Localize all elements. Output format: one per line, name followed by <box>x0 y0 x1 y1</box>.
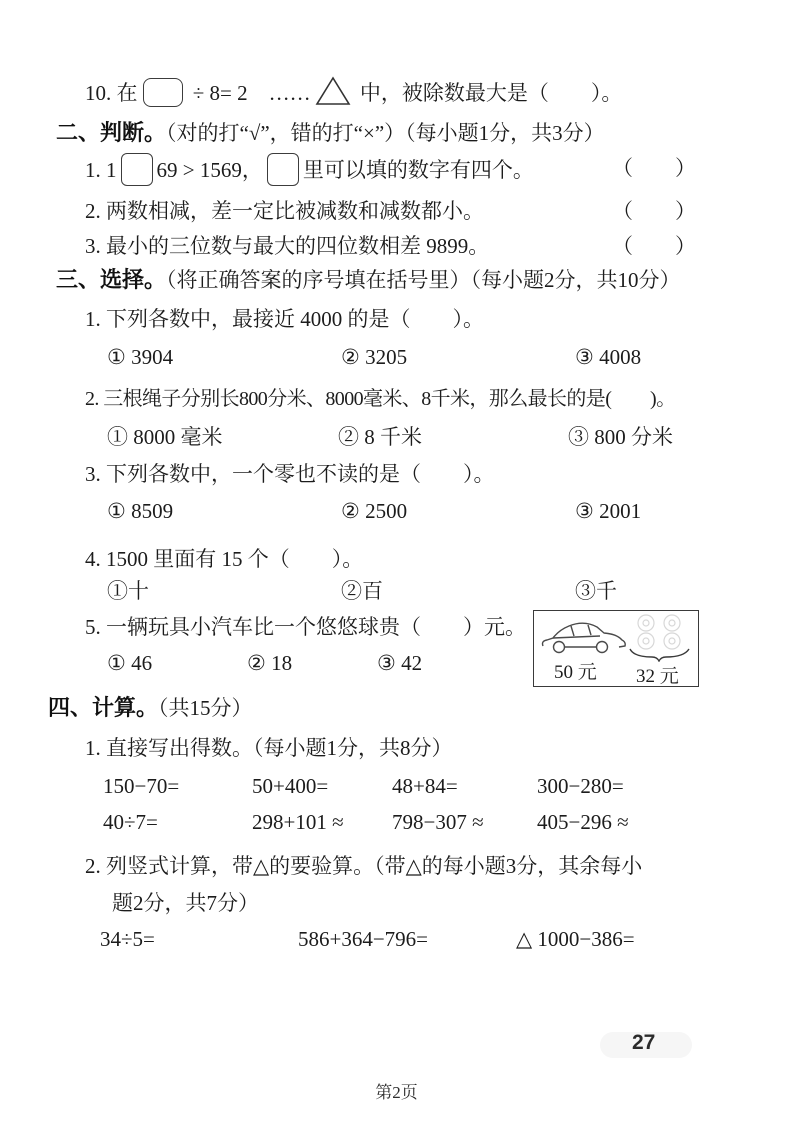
option-3: ③ 800 分米 <box>568 425 673 449</box>
option-2: ② 8 千米 <box>338 425 422 449</box>
car-price-label: 50 元 <box>554 662 597 683</box>
calc-expression: 298+101 ≈ <box>252 810 344 834</box>
judge-item-1-mid: 69 > 1569， <box>156 158 263 182</box>
yoyo-price-label: 32 元 <box>636 666 679 687</box>
triangle-shape <box>315 76 351 106</box>
calc-expression: 798−307 ≈ <box>392 810 484 834</box>
option-1: ① 8509 <box>107 499 174 523</box>
answer-paren: （ ） <box>612 234 696 258</box>
calc-expression: 405−296 ≈ <box>537 810 629 834</box>
choice-desc: （将正确答案的序号填在括号里）（每小题2分，共10分） <box>166 268 681 292</box>
choice-title: 三、选择。 <box>56 267 167 292</box>
question-10-mid: ÷ 8= 2 …… <box>187 81 311 105</box>
calc-expression: 40÷7= <box>103 810 158 834</box>
calc-expression: 150−70= <box>103 774 180 798</box>
choice-q4-text: 4. 1500 里面有 15 个（ ）。 <box>85 547 364 571</box>
choice-q5-text: 5. 一辆玩具小汽车比一个悠悠球贵（ ）元。 <box>85 615 526 639</box>
calc-title: 四、计算。 <box>48 695 159 720</box>
calc-expression: 48+84= <box>392 774 458 798</box>
choice-q1-text: 1. 下列各数中，最接近 4000 的是（ ）。 <box>85 307 484 331</box>
judge-item-1 <box>85 153 534 186</box>
page-footer: 第2页 <box>375 1083 418 1102</box>
judge-item-3: 3. 最小的三位数与最大的四位数相差 9899。 <box>85 234 490 258</box>
judge-header <box>56 118 605 148</box>
calc-expression: △ 1000−386= <box>516 927 635 951</box>
calc-expression: 586+364−796= <box>298 927 429 951</box>
calc-sub1-label: 1. 直接写出得数。（每小题1分，共8分） <box>85 736 453 760</box>
calc-sub2-label1: 2. 列竖式计算，带△的要验算。（带△的每小题3分，其余每小 <box>85 854 643 878</box>
option-3: ③ 4008 <box>575 345 642 369</box>
judge-item-2: 2. 两数相减，差一定比被减数和减数都小。 <box>85 199 484 223</box>
calc-expression: 34÷5= <box>100 927 155 951</box>
calc-expression: 300−280= <box>537 774 624 798</box>
price-figure-box <box>533 610 699 687</box>
option-3: ③千 <box>575 579 617 603</box>
calc-header <box>48 693 253 723</box>
question-10 <box>85 76 622 108</box>
option-2: ②百 <box>341 579 383 603</box>
yoyo-image <box>630 613 690 651</box>
toy-car-icon <box>538 617 628 657</box>
question-10-prefix: 10. 在 <box>85 81 138 105</box>
calc-expression: 50+400= <box>252 774 329 798</box>
question-10-suffix: 中，被除数最大是（ ）。 <box>354 81 623 105</box>
blank-box <box>121 153 153 186</box>
option-1: ① 8000 毫米 <box>107 425 223 449</box>
option-2: ② 18 <box>247 651 293 675</box>
option-2: ② 2500 <box>341 499 408 523</box>
calc-desc: （共15分） <box>158 696 253 720</box>
option-1: ① 3904 <box>107 345 174 369</box>
judge-desc: （对的打“√”，错的打“×”）（每小题1分，共3分） <box>166 121 605 145</box>
judge-item-1-pre: 1. 1 <box>85 158 117 182</box>
answer-paren: （ ） <box>612 199 696 223</box>
choice-header <box>56 265 681 295</box>
calc-sub2-label2: 题2分，共7分） <box>112 891 259 915</box>
option-3: ③ 42 <box>377 651 423 675</box>
option-1: ①十 <box>107 579 149 603</box>
answer-paren: （ ） <box>612 156 696 180</box>
judge-item-1-post: 里可以填的数字有四个。 <box>302 158 534 182</box>
corner-page-number: 27 <box>632 1031 656 1054</box>
option-1: ① 46 <box>107 651 153 675</box>
blank-box <box>143 78 183 107</box>
judge-title: 二、判断。 <box>56 120 167 145</box>
choice-q3-text: 3. 下列各数中，一个零也不读的是（ ）。 <box>85 462 495 486</box>
choice-q2-text: 2. 三根绳子分别长800分米、8000毫米、8千米，那么最长的是( )。 <box>85 388 676 410</box>
blank-box <box>267 153 299 186</box>
option-2: ② 3205 <box>341 345 408 369</box>
underbrace-shape <box>628 648 692 662</box>
option-3: ③ 2001 <box>575 499 642 523</box>
